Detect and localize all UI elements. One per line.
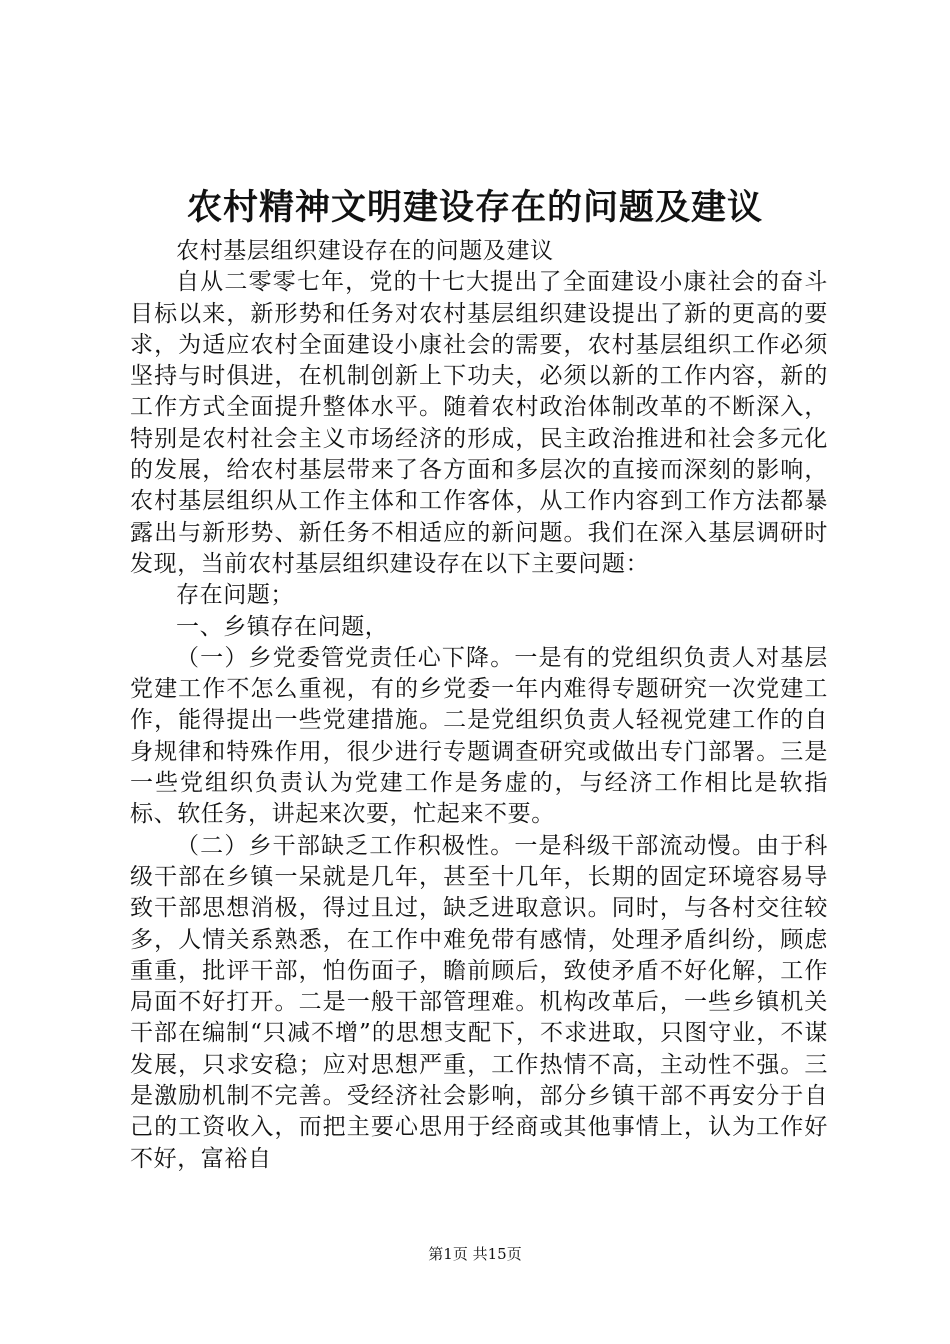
page-footer bbox=[0, 1244, 950, 1264]
section-heading-problems: 存在问题； bbox=[176, 582, 294, 609]
document-body bbox=[130, 236, 828, 1175]
intro-paragraph: 自从二零零七年，党的十七大提出了全面建设小康社会的奋斗目标以来，新形势和任务对农村基层组织建设提出了新的更高的要求，为适应农村全面建设小康社会的需要，农村基层组织工作必须坚持与时俱进，在机制创新上下功夫，必须以新的工作内容，新的工作方式全面提升整体水平。随着农村政治体制改革的不断深入，特别是农村社会主义市场经济的形成，民主政治推进和社会多元化的发展，给农村基层带来了各方面和多层次的直接而深刻的影响，农村基层组织从工作主体和工作客体，从工作内容到工作方法都暴露出与新形势、新任务不相适应的新问题。我们在深入基层调研时发现，当前农村基层组织建设存在以下主要问题： bbox=[130, 269, 828, 577]
paragraph-item-2: （二）乡干部缺乏工作积极性。一是科级干部流动慢。由于科级干部在乡镇一呆就是几年，甚至十几年，长期的固定环境容易导致干部思想消极，得过且过，缺乏进取意识。同时，与各村交往较多，人情关系熟悉，在工作中难免带有感情，处理矛盾纠纷，顾虑重重，批评干部，怕伤面子，瞻前顾后，致使矛盾不好化解，工作局面不好打开。二是一般干部管理难。机构改革后，一些乡镇机关干部在编制“只减不增”的思想支配下，不求进取，只图守业，不谋发展，只求安稳；应对思想严重，工作热情不高，主动性不强。三是激励机制不完善。受经济社会影响，部分乡镇干部不再安分于自己的工资收入，而把主要心思用于经商或其他事情上，认为工作好不好，富裕自 bbox=[130, 832, 828, 1172]
paragraph-item-1: （一）乡党委管党责任心下降。一是有的党组织负责人对基层党建工作不怎么重视，有的乡党委一年内难得专题研究一次党建工作，能得提出一些党建措施。二是党组织负责人轻视党建工作的自身规律和特殊作用，很少进行专题调查研究或做出专门部署。三是一些党组织负责认为党建工作是务虚的，与经济工作相比是软指标、软任务，讲起来次要，忙起来不要。 bbox=[130, 644, 828, 828]
section-heading-township: 一、乡镇存在问题， bbox=[176, 613, 389, 640]
page-number: 第1页 bbox=[428, 1245, 468, 1263]
page-total: 共15页 bbox=[472, 1245, 522, 1263]
subtitle-paragraph: 农村基层组织建设存在的问题及建议 bbox=[176, 238, 554, 264]
document-title: 农村精神文明建设存在的问题及建议 bbox=[186, 187, 763, 228]
